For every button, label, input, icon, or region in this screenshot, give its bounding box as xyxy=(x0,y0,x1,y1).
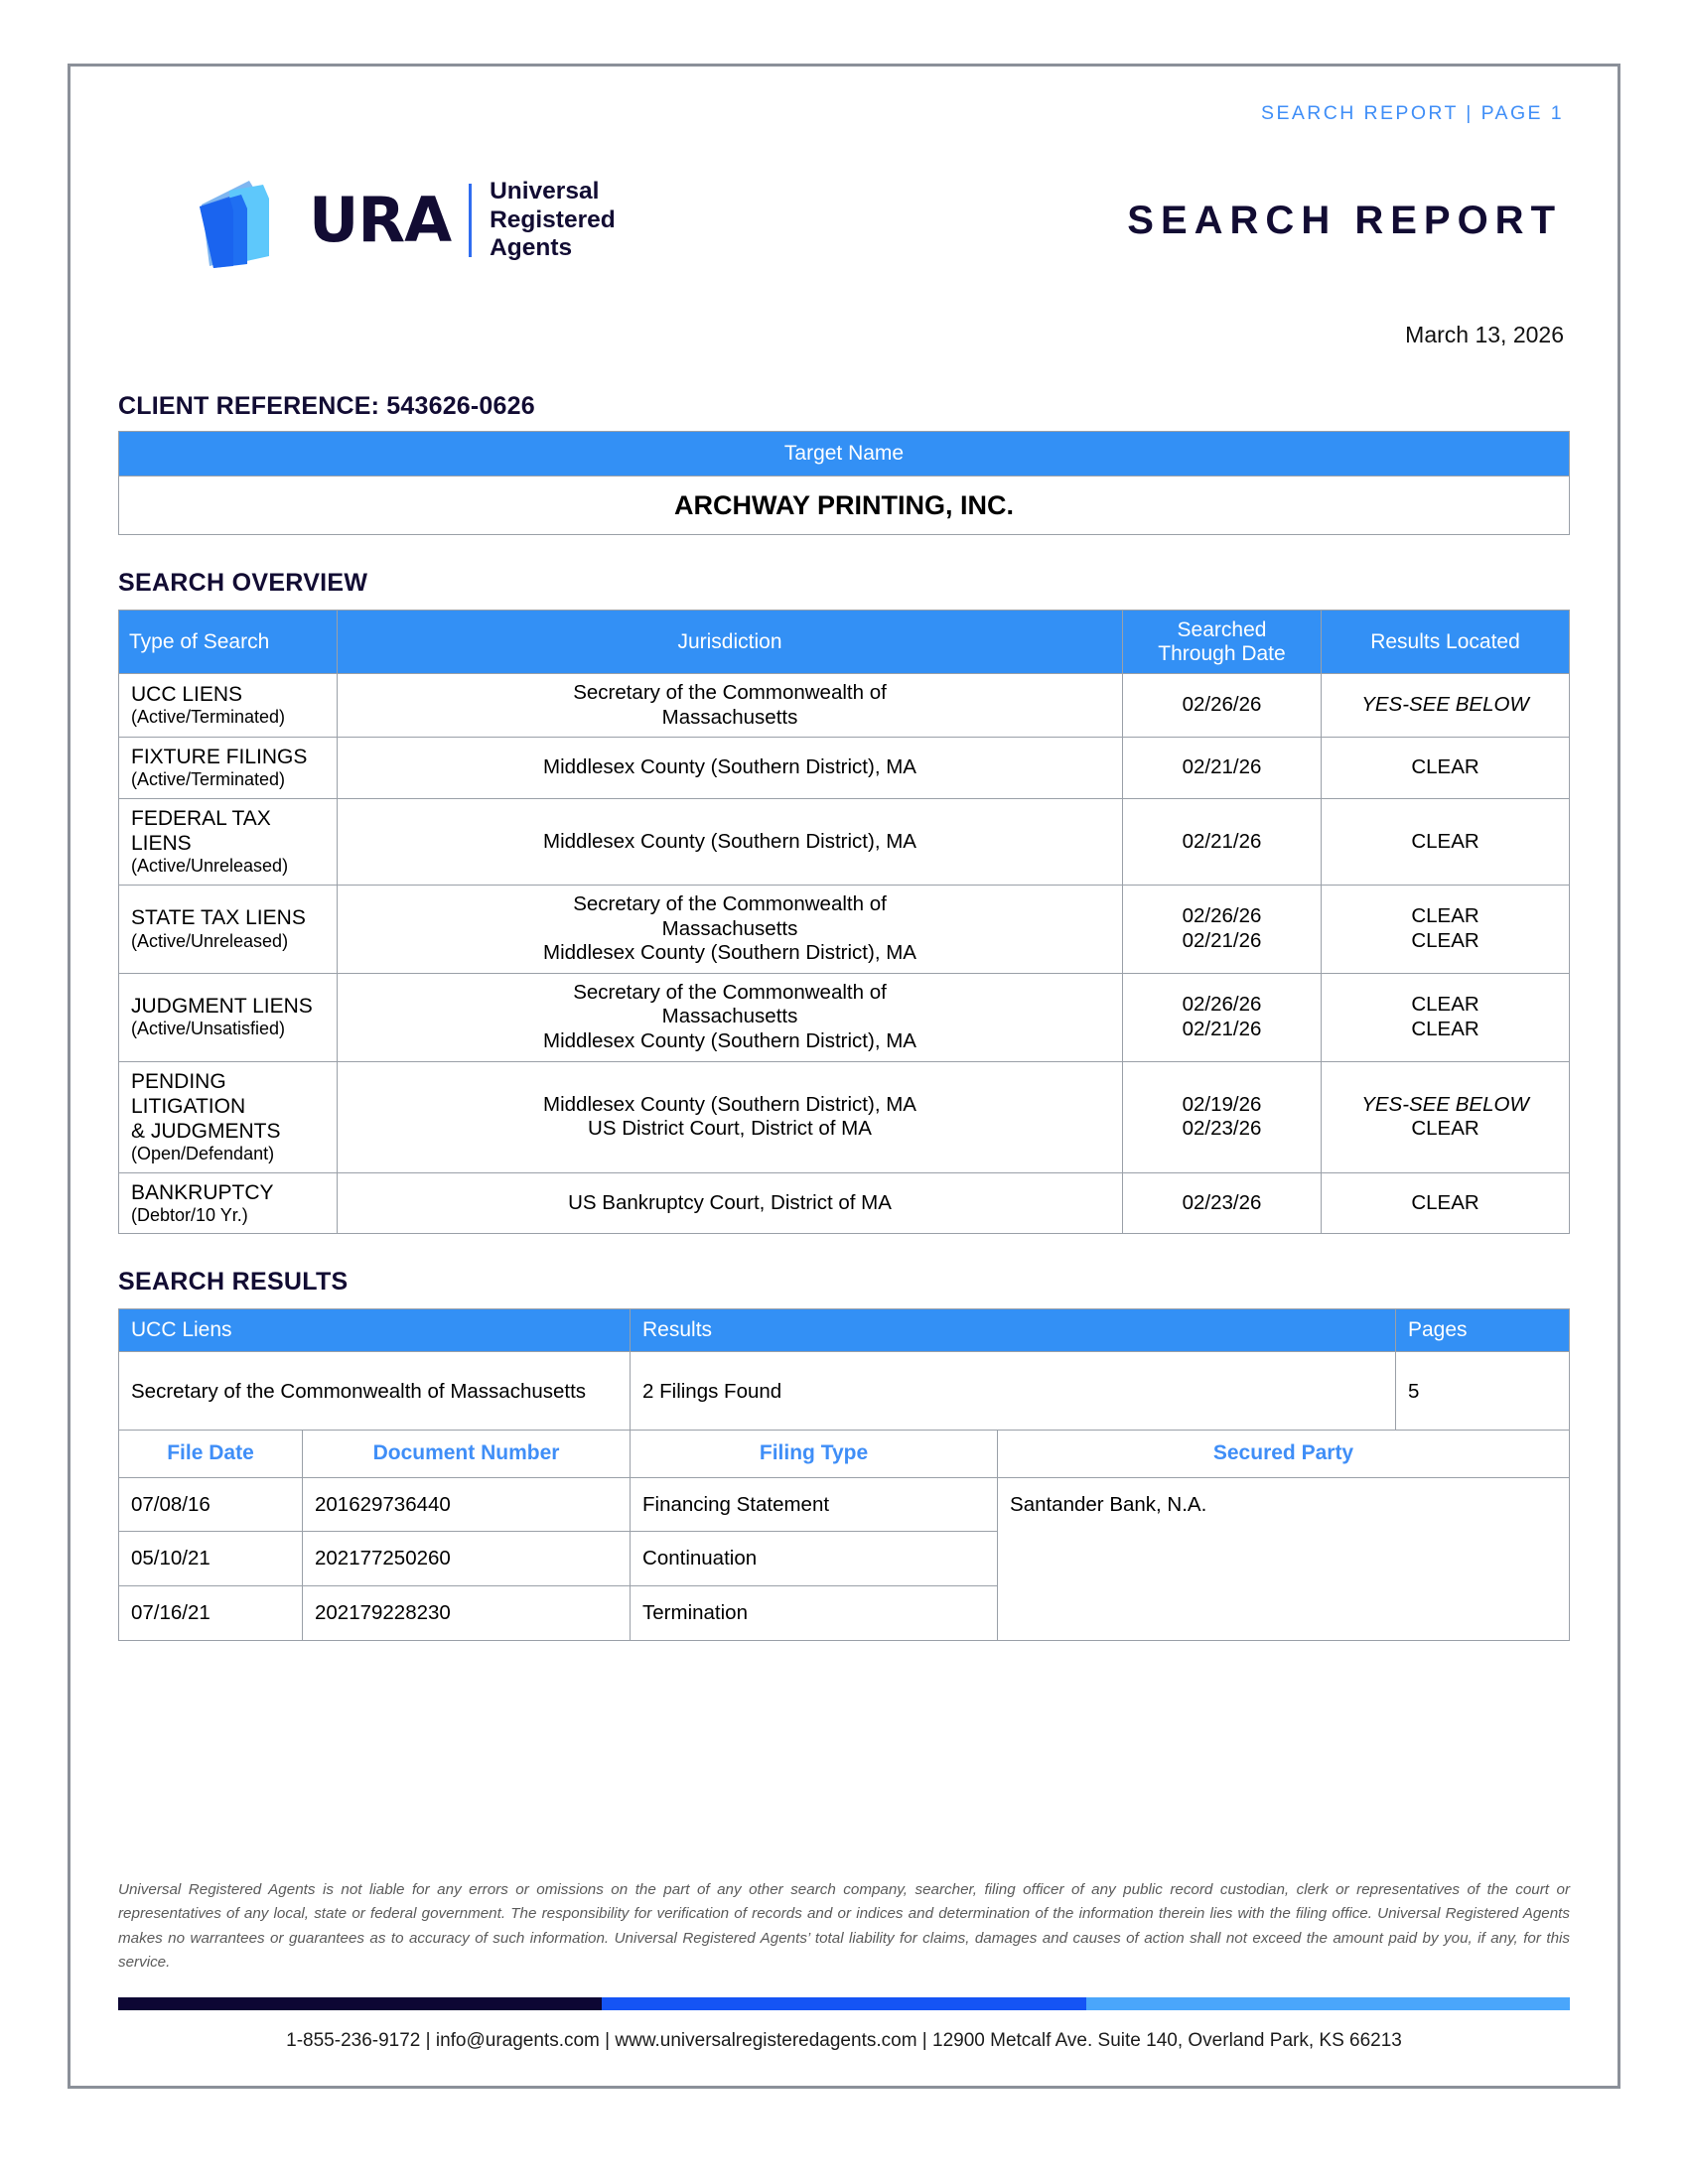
target-name-table xyxy=(118,431,1570,535)
overview-jurisdiction-line: Middlesex County (Southern District), MA xyxy=(543,1092,916,1116)
overview-date-line: 02/26/26 xyxy=(1182,693,1262,717)
logo-line-1: Universal xyxy=(490,178,600,205)
overview-type-cell xyxy=(119,1172,338,1234)
ucc-file-date: 07/16/21 xyxy=(119,1585,303,1640)
overview-type-cell xyxy=(119,1061,338,1172)
overview-jurisdiction-cell xyxy=(338,799,1123,886)
target-name-value: ARCHWAY PRINTING, INC. xyxy=(119,477,1570,535)
overview-type-label: STATE TAX LIENS xyxy=(131,906,306,930)
overview-type-label-2: & JUDGMENTS xyxy=(131,1119,281,1143)
ucc-header-pages: Pages xyxy=(1396,1309,1570,1352)
overview-jurisdiction-line: Secretary of the Commonwealth of xyxy=(573,681,887,705)
ucc-col-file-date: File Date xyxy=(119,1431,303,1477)
ucc-col-filing-type: Filing Type xyxy=(631,1431,998,1477)
overview-date-line: 02/21/26 xyxy=(1182,755,1262,779)
overview-type-label: FIXTURE FILINGS xyxy=(131,746,308,769)
overview-jurisdiction-cell xyxy=(338,1172,1123,1234)
report-header xyxy=(118,161,1570,280)
overview-type-label: FEDERAL TAX LIENS xyxy=(131,807,271,856)
overview-date-cell xyxy=(1123,885,1322,973)
disclaimer-text: Universal Registered Agents is not liable for any errors or omissions on the part of any other search company, searcher, filing officer of any public record custodian, clerk or representatives of the court or representatives of any local, state or federal government. The responsibility for verification of records and or indices and determination of the information therein lies with the filing office. Universal Registered Agents makes no warrantees or guarantees as to accuracy of such information. Universal Registered Agents’ total liability for claims, damages and causes of action shall not exceed the amount paid by you, if any, for this service. xyxy=(118,1880,1570,1972)
overview-date-line: 02/21/26 xyxy=(1182,1017,1262,1040)
ucc-summary-row xyxy=(119,1352,1570,1431)
ucc-header-liens: UCC Liens xyxy=(119,1309,631,1352)
overview-type-cell xyxy=(119,674,338,738)
overview-result-line: CLEAR xyxy=(1411,829,1479,853)
color-bar-navy xyxy=(118,1997,602,2010)
overview-type-sublabel: (Active/Terminated) xyxy=(131,769,286,790)
overview-result-line: CLEAR xyxy=(1411,1117,1479,1141)
search-overview-title: SEARCH OVERVIEW xyxy=(118,569,368,597)
overview-col-searched-through-date xyxy=(1123,611,1322,674)
overview-jurisdiction-cell xyxy=(338,1061,1123,1172)
ucc-secured-party: Santander Bank, N.A. xyxy=(998,1477,1570,1532)
overview-col-results: Results Located xyxy=(1322,611,1570,674)
overview-date-cell xyxy=(1123,674,1322,738)
overview-row xyxy=(119,885,1570,973)
contact-line: 1-855-236-9172 | info@uragents.com | www.universalregisteredagents.com | 12900 Metcalf Ave. Suite 140, Overland Park, KS 66213 xyxy=(286,2030,1402,2051)
logo-subtext xyxy=(490,178,616,262)
overview-col-type: Type of Search xyxy=(119,611,338,674)
overview-type-sublabel: (Active/Unsatisfied) xyxy=(131,1019,286,1039)
overview-date-cell xyxy=(1123,1061,1322,1172)
page-footer xyxy=(118,1878,1570,2053)
overview-date-cell xyxy=(1123,738,1322,799)
ucc-filing-type: Continuation xyxy=(631,1532,998,1586)
overview-result-line: CLEAR xyxy=(1411,755,1479,779)
page-label: SEARCH REPORT | PAGE 1 xyxy=(1261,102,1564,124)
ucc-col-secured-party: Secured Party xyxy=(998,1431,1570,1477)
ucc-header-results: Results xyxy=(631,1309,1396,1352)
overview-type-sublabel: (Active/Terminated) xyxy=(131,707,286,728)
overview-date-line: 02/26/26 xyxy=(1182,993,1262,1017)
ucc-file-date: 05/10/21 xyxy=(119,1532,303,1586)
logo-divider xyxy=(469,184,472,257)
ucc-filing-type: Financing Statement xyxy=(631,1477,998,1532)
overview-row xyxy=(119,1172,1570,1234)
overview-result-cell xyxy=(1322,799,1570,886)
overview-date-cell xyxy=(1123,799,1322,886)
ucc-document-number: 202177250260 xyxy=(303,1532,631,1586)
overview-row xyxy=(119,973,1570,1061)
logo-line-2: Registered xyxy=(490,205,616,233)
overview-jurisdiction-line: Middlesex County (Southern District), MA xyxy=(543,941,916,965)
ucc-jurisdiction: Secretary of the Commonwealth of Massachusetts xyxy=(119,1352,631,1431)
logo-line-3: Agents xyxy=(490,234,573,262)
overview-col3-line2: Through Date xyxy=(1158,641,1286,665)
page-title: SEARCH REPORT xyxy=(1127,198,1562,242)
ucc-filing-row xyxy=(119,1477,1570,1532)
overview-result-line: CLEAR xyxy=(1411,1017,1479,1040)
overview-result-cell xyxy=(1322,1061,1570,1172)
overview-result-cell xyxy=(1322,973,1570,1061)
overview-result-line: CLEAR xyxy=(1411,928,1479,952)
ucc-column-header-row xyxy=(119,1431,1570,1477)
overview-jurisdiction-cell xyxy=(338,738,1123,799)
overview-date-cell xyxy=(1123,1172,1322,1234)
overview-result-cell xyxy=(1322,1172,1570,1234)
overview-jurisdiction-line: US District Court, District of MA xyxy=(588,1117,872,1141)
overview-jurisdiction-line: Massachusetts xyxy=(661,916,798,940)
overview-date-line: 02/21/26 xyxy=(1182,829,1262,853)
ucc-secured-party xyxy=(998,1532,1570,1586)
ucc-document-number: 202179228230 xyxy=(303,1585,631,1640)
search-overview-table xyxy=(118,610,1570,1234)
overview-jurisdiction-line: Secretary of the Commonwealth of xyxy=(573,891,887,915)
overview-date-line: 02/23/26 xyxy=(1182,1190,1262,1214)
overview-jurisdiction-line: Middlesex County (Southern District), MA xyxy=(543,755,916,779)
overview-date-cell xyxy=(1123,973,1322,1061)
overview-col3-line1: Searched xyxy=(1177,618,1267,641)
overview-result-line: YES-SEE BELOW xyxy=(1361,693,1529,717)
overview-type-cell xyxy=(119,885,338,973)
overview-jurisdiction-cell xyxy=(338,973,1123,1061)
ucc-file-date: 07/08/16 xyxy=(119,1477,303,1532)
overview-date-line: 02/19/26 xyxy=(1182,1092,1262,1116)
overview-row xyxy=(119,674,1570,738)
overview-jurisdiction-line: Middlesex County (Southern District), MA xyxy=(543,829,916,853)
overview-result-cell xyxy=(1322,885,1570,973)
overview-result-line: CLEAR xyxy=(1411,904,1479,928)
overview-type-sublabel: (Active/Unreleased) xyxy=(131,856,289,877)
overview-type-cell xyxy=(119,973,338,1061)
overview-type-sublabel: (Active/Unreleased) xyxy=(131,930,289,951)
search-results-title: SEARCH RESULTS xyxy=(118,1268,349,1297)
overview-date-line: 02/23/26 xyxy=(1182,1117,1262,1141)
overview-jurisdiction-line: Secretary of the Commonwealth of xyxy=(573,980,887,1004)
ucc-filing-type: Termination xyxy=(631,1585,998,1640)
target-name-header: Target Name xyxy=(119,432,1570,477)
overview-jurisdiction-cell xyxy=(338,674,1123,738)
overview-type-label: UCC LIENS xyxy=(131,683,243,707)
overview-type-label: JUDGMENT LIENS xyxy=(131,995,313,1019)
ucc-col-document-number: Document Number xyxy=(303,1431,631,1477)
overview-type-label: BANKRUPTCY xyxy=(131,1180,274,1204)
overview-row xyxy=(119,738,1570,799)
overview-result-cell xyxy=(1322,674,1570,738)
logo-wordmark: URA xyxy=(309,184,452,256)
report-page xyxy=(68,64,1620,2089)
overview-date-line: 02/26/26 xyxy=(1182,904,1262,928)
overview-result-cell xyxy=(1322,738,1570,799)
overview-jurisdiction-cell xyxy=(338,885,1123,973)
ucc-results-table xyxy=(118,1308,1570,1640)
overview-type-cell xyxy=(119,799,338,886)
overview-result-line: YES-SEE BELOW xyxy=(1361,1092,1529,1116)
ucc-filing-row xyxy=(119,1532,1570,1586)
overview-date-line: 02/21/26 xyxy=(1182,928,1262,952)
ura-logo xyxy=(190,169,616,272)
color-bar-blue xyxy=(602,1997,1085,2010)
overview-header-row xyxy=(119,611,1570,674)
overview-type-label: PENDING LITIGATION xyxy=(131,1069,246,1118)
footer-color-bar xyxy=(118,1997,1570,2010)
overview-row xyxy=(119,1061,1570,1172)
overview-jurisdiction-line: Massachusetts xyxy=(661,705,798,729)
overview-col-jurisdiction: Jurisdiction xyxy=(338,611,1123,674)
ucc-result-text: 2 Filings Found xyxy=(631,1352,1396,1431)
ucc-filing-row xyxy=(119,1585,1570,1640)
book-pages-icon xyxy=(190,169,295,272)
overview-type-cell xyxy=(119,738,338,799)
ucc-pages: 5 xyxy=(1396,1352,1570,1431)
report-date: March 13, 2026 xyxy=(1405,322,1564,347)
overview-result-line: CLEAR xyxy=(1411,1190,1479,1214)
ucc-secured-party xyxy=(998,1585,1570,1640)
overview-result-line: CLEAR xyxy=(1411,993,1479,1017)
ucc-header-row xyxy=(119,1309,1570,1352)
ucc-document-number: 201629736440 xyxy=(303,1477,631,1532)
overview-type-sublabel: (Debtor/10 Yr.) xyxy=(131,1204,248,1225)
overview-row xyxy=(119,799,1570,886)
overview-jurisdiction-line: Middlesex County (Southern District), MA xyxy=(543,1028,916,1052)
color-bar-light-blue xyxy=(1086,1997,1570,2010)
client-reference: CLIENT REFERENCE: 543626-0626 xyxy=(118,392,535,420)
overview-type-sublabel: (Open/Defendant) xyxy=(131,1144,275,1164)
overview-jurisdiction-line: US Bankruptcy Court, District of MA xyxy=(568,1190,892,1214)
overview-jurisdiction-line: Massachusetts xyxy=(661,1005,798,1028)
